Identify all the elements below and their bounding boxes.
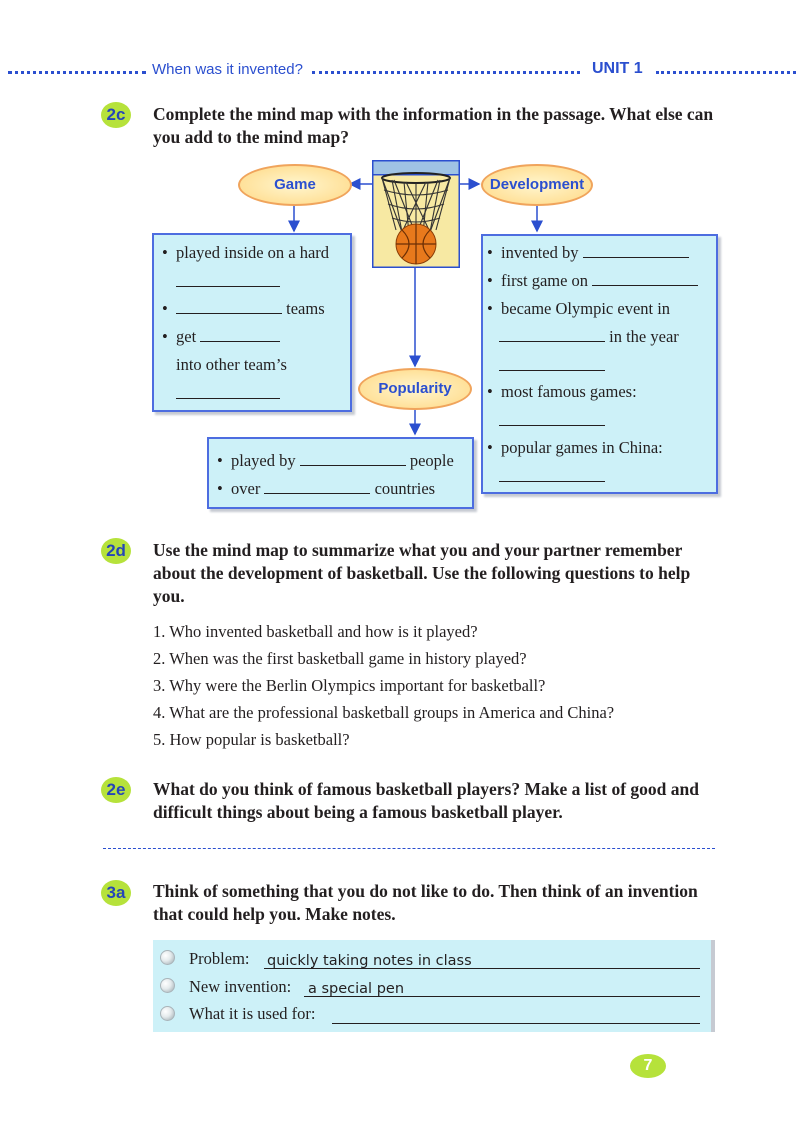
bullet-circle-icon <box>160 978 175 993</box>
game-blank-1[interactable] <box>176 272 280 292</box>
badge-2d: 2d <box>101 538 131 564</box>
note-answer-problem: quickly taking notes in class <box>267 953 472 969</box>
question-5: 5. How popular is basketball? <box>153 730 350 749</box>
bullet-circle-icon <box>160 1006 175 1021</box>
game-item-3: • get <box>162 327 280 347</box>
instruction-2d: Use the mind map to summarize what you and your partner remember about the development of basketball. Use the following questions to help you. <box>153 540 691 606</box>
development-blank-6[interactable] <box>499 467 605 487</box>
question-4: 4. What are the professional basketball groups in America and China? <box>153 703 615 722</box>
game-blank-4[interactable] <box>176 384 280 404</box>
oval-popularity: Popularity <box>358 368 472 410</box>
development-blank-4[interactable] <box>499 356 605 376</box>
question-1: 1. Who invented basketball and how is it played? <box>153 622 478 641</box>
development-item-3: • became Olympic event in <box>487 299 671 318</box>
page-number: 7 <box>630 1054 666 1078</box>
section-divider <box>103 848 715 849</box>
instruction-2c: Complete the mind map with the information in the passage. What else can you add to the mind map? <box>153 104 714 147</box>
lesson-title: When was it invented? <box>152 61 303 78</box>
popularity-item-1: • played by people <box>217 451 454 470</box>
badge-3a: 3a <box>101 880 131 906</box>
badge-2e: 2e <box>101 777 131 803</box>
note-label-use: What it is used for: <box>189 1004 316 1023</box>
note-answer-invention: a special pen <box>308 981 405 997</box>
notes-box-shadow <box>711 940 715 1032</box>
note-label-problem: Problem: <box>189 949 250 968</box>
unit-label: UNIT 1 <box>592 60 643 77</box>
question-2: 2. When was the first basketball game in history played? <box>153 649 527 668</box>
development-item-5: • most famous games: <box>487 382 637 401</box>
game-item-4: into other team’s <box>176 355 287 374</box>
question-3: 3. Why were the Berlin Olympics important for basketball? <box>153 676 546 695</box>
note-line-use[interactable] <box>332 1023 700 1024</box>
note-label-invention: New invention: <box>189 977 292 996</box>
development-blank-5[interactable] <box>499 411 605 431</box>
development-item-2: • first game on <box>487 271 698 291</box>
basketball-hoop-icon <box>372 160 460 268</box>
popularity-item-2: • over countries <box>217 479 436 498</box>
game-item-1: • played inside on a hard <box>162 243 330 262</box>
instruction-3a: Think of something that you do not like to do. Then think of an invention that could help you. Make notes. <box>153 881 698 924</box>
development-item-6: • popular games in China: <box>487 438 663 457</box>
oval-game: Game <box>238 164 352 206</box>
game-item-2: • teams <box>162 299 325 318</box>
development-item-1: • invented by <box>487 243 689 263</box>
oval-development: Development <box>481 164 593 206</box>
bullet-circle-icon <box>160 950 175 965</box>
development-item-4: in the year <box>499 327 679 347</box>
instruction-2e: What do you think of famous basketball players? Make a list of good and difficult things about being a famous basketball player. <box>153 779 699 822</box>
badge-2c: 2c <box>101 102 131 128</box>
